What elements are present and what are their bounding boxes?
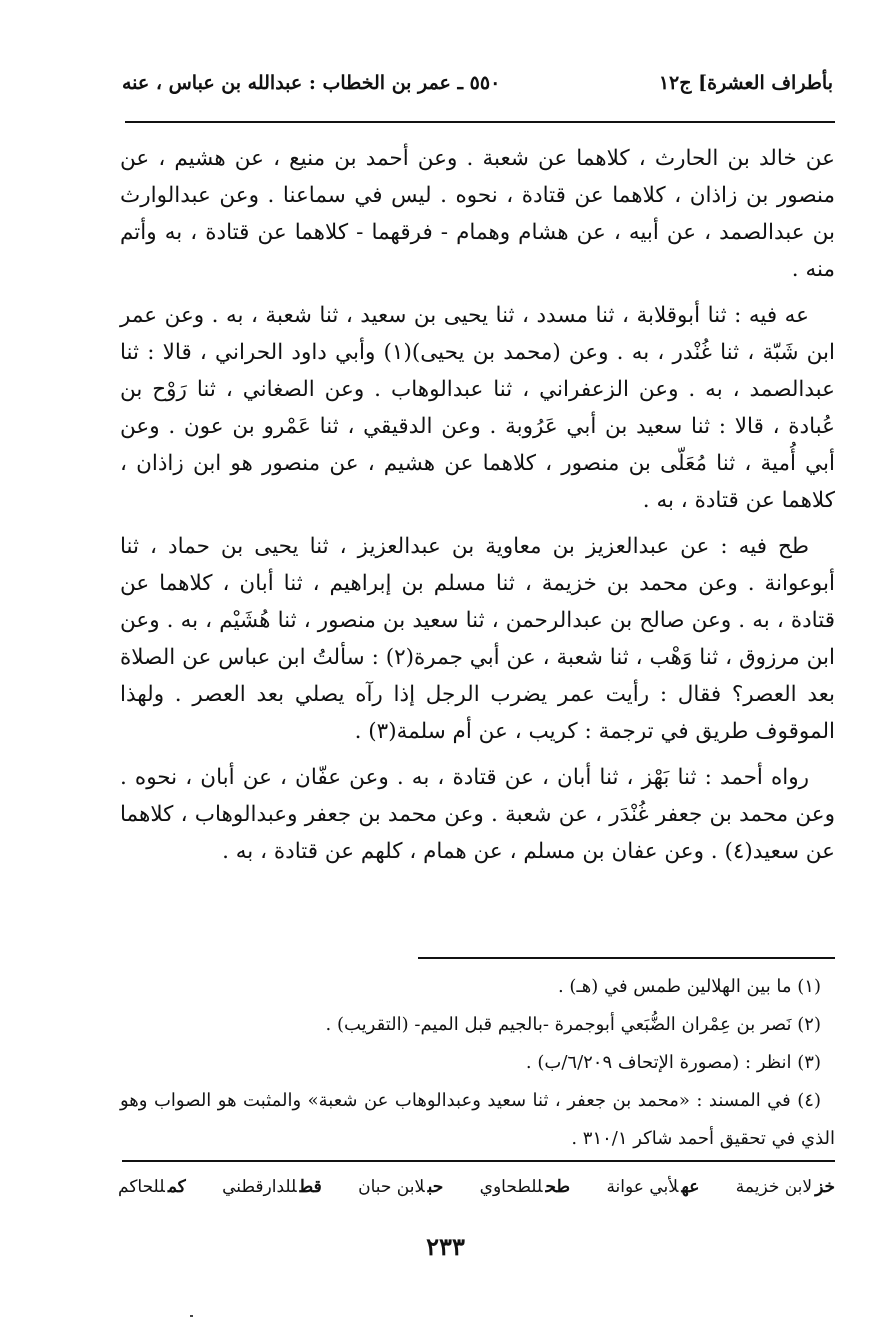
legend-code: طح — [545, 1177, 571, 1197]
paragraph: عه فيه : ثنا أبوقلابة ، ثنا مسدد ، ثنا يحيى بن سعيد ، ثنا شعبة ، به . وعن عمر ابن شَبّة ، ثنا غُنْدر ، به . وعن (محمد بن يحيى)(١) وأبي داود الحراني ، قالا : ثنا عبدالصمد ، به . وعن الزعفراني ، ثنا عبدالوهاب . وعن الصغاني ، ثنا رَوْح بن عُبادة ، قالا : ثنا سعيد بن أبي عَرُوبة . وعن الدقيقي ، ثنا عَمْرو بن عون . وعن أبي أُمية ، ثنا مُعَلّى بن منصور ، كلاهما عن هشيم ، عن منصور هو ابن زاذان ، كلاهما عن قتادة ، به . — [120, 303, 835, 513]
legend-item — [606, 1177, 699, 1197]
footnote: (٤) في المسند : «محمد بن جعفر ، ثنا سعيد وعبدالوهاب عن شعبة» والمثبت هو الصواب وهو الذي في تحقيق أحمد شاكر ٣١٠/١ . — [120, 1090, 835, 1149]
footnote-divider — [418, 957, 835, 959]
legend-code: قط — [299, 1177, 322, 1197]
main-text — [120, 140, 835, 879]
paragraph: طح فيه : عن عبدالعزيز بن معاوية بن عبدالعزيز ، ثنا يحيى بن حماد ، ثنا أبوعوانة . وعن محمد بن خزيمة ، ثنا مسلم بن إبراهيم ، ثنا أبان ، كلاهما عن قتادة ، به . وعن صالح بن عبدالرحمن ، ثنا سعيد بن منصور ، ثنا هُشَيْم ، به . وعن ابن مرزوق ، ثنا وَهْب ، ثنا شعبة ، عن أبي جمرة(٢) : سألتُ ابن عباس عن الصلاة بعد العصر؟ فقال : رأيت عمر يضرب الرجل إذا رآه يصلي بعد العصر . ولهذا الموقوف طريق في ترجمة : كريب ، عن أم سلمة(٣) . — [120, 534, 835, 744]
running-header — [122, 72, 833, 106]
legend-code: خز — [815, 1177, 835, 1197]
legend-code: عه — [681, 1177, 700, 1197]
legend-label: لابن حبان — [358, 1177, 425, 1197]
legend-code: كم — [167, 1177, 186, 1197]
book-title: بأطراف العشرة] ج١٢ — [658, 72, 833, 94]
paragraph: رواه أحمد : ثنا بَهْز ، ثنا أبان ، عن قتادة ، به . وعن عفّان ، عن أبان ، نحوه . وعن محمد بن جعفر غُنْدَر ، عن شعبة . وعن محمد بن جعفر وعبدالوهاب ، كلاهما عن سعيد(٤) . وعن عفان بن مسلم ، عن همام ، كلهم عن قتادة ، به . — [120, 765, 835, 864]
legend-label: للطحاوي — [479, 1177, 543, 1197]
footnote: (١) ما بين الهلالين طمس في (هـ) . — [557, 976, 821, 997]
footnote: (٢) نَصر بن عِمْران الضُّبَعي أبوجمرة -بالجيم قبل الميم- (التقريب) . — [325, 1014, 821, 1035]
scan-speck — [190, 1315, 193, 1317]
legend-item — [222, 1177, 322, 1197]
abbreviation-legend — [118, 1177, 835, 1197]
header-divider — [125, 121, 835, 123]
footnote: (٣) انظر : (مصورة الإتحاف ٦/٢٠٩/ب) . — [525, 1052, 821, 1073]
legend-label: لابن خزيمة — [735, 1177, 813, 1197]
legend-item — [736, 1177, 835, 1197]
footnotes — [120, 968, 835, 1158]
legend-label: للدارقطني — [222, 1177, 297, 1197]
legend-divider — [122, 1160, 835, 1162]
page-number: ٢٣٣ — [426, 1232, 465, 1261]
legend-label: لأبي عوانة — [606, 1177, 679, 1197]
legend-item — [480, 1177, 570, 1197]
legend-code: حب — [427, 1177, 444, 1197]
legend-item — [358, 1177, 443, 1197]
paragraph: عن خالد بن الحارث ، كلاهما عن شعبة . وعن أحمد بن منيع ، عن هشيم ، عن منصور بن زاذان ، كلاهما عن قتادة ، نحوه . ليس في سماعنا . وعن عبدالوارث بن عبدالصمد ، عن أبيه ، عن هشام وهمام - فرقهما - كلاهما عن قتادة ، به وأتم منه . — [120, 146, 835, 282]
legend-item — [118, 1177, 186, 1197]
section-title: ٥٥٠ ـ عمر بن الخطاب : عبدالله بن عباس ، عنه — [122, 72, 501, 94]
legend-label: للحاكم — [118, 1177, 165, 1197]
